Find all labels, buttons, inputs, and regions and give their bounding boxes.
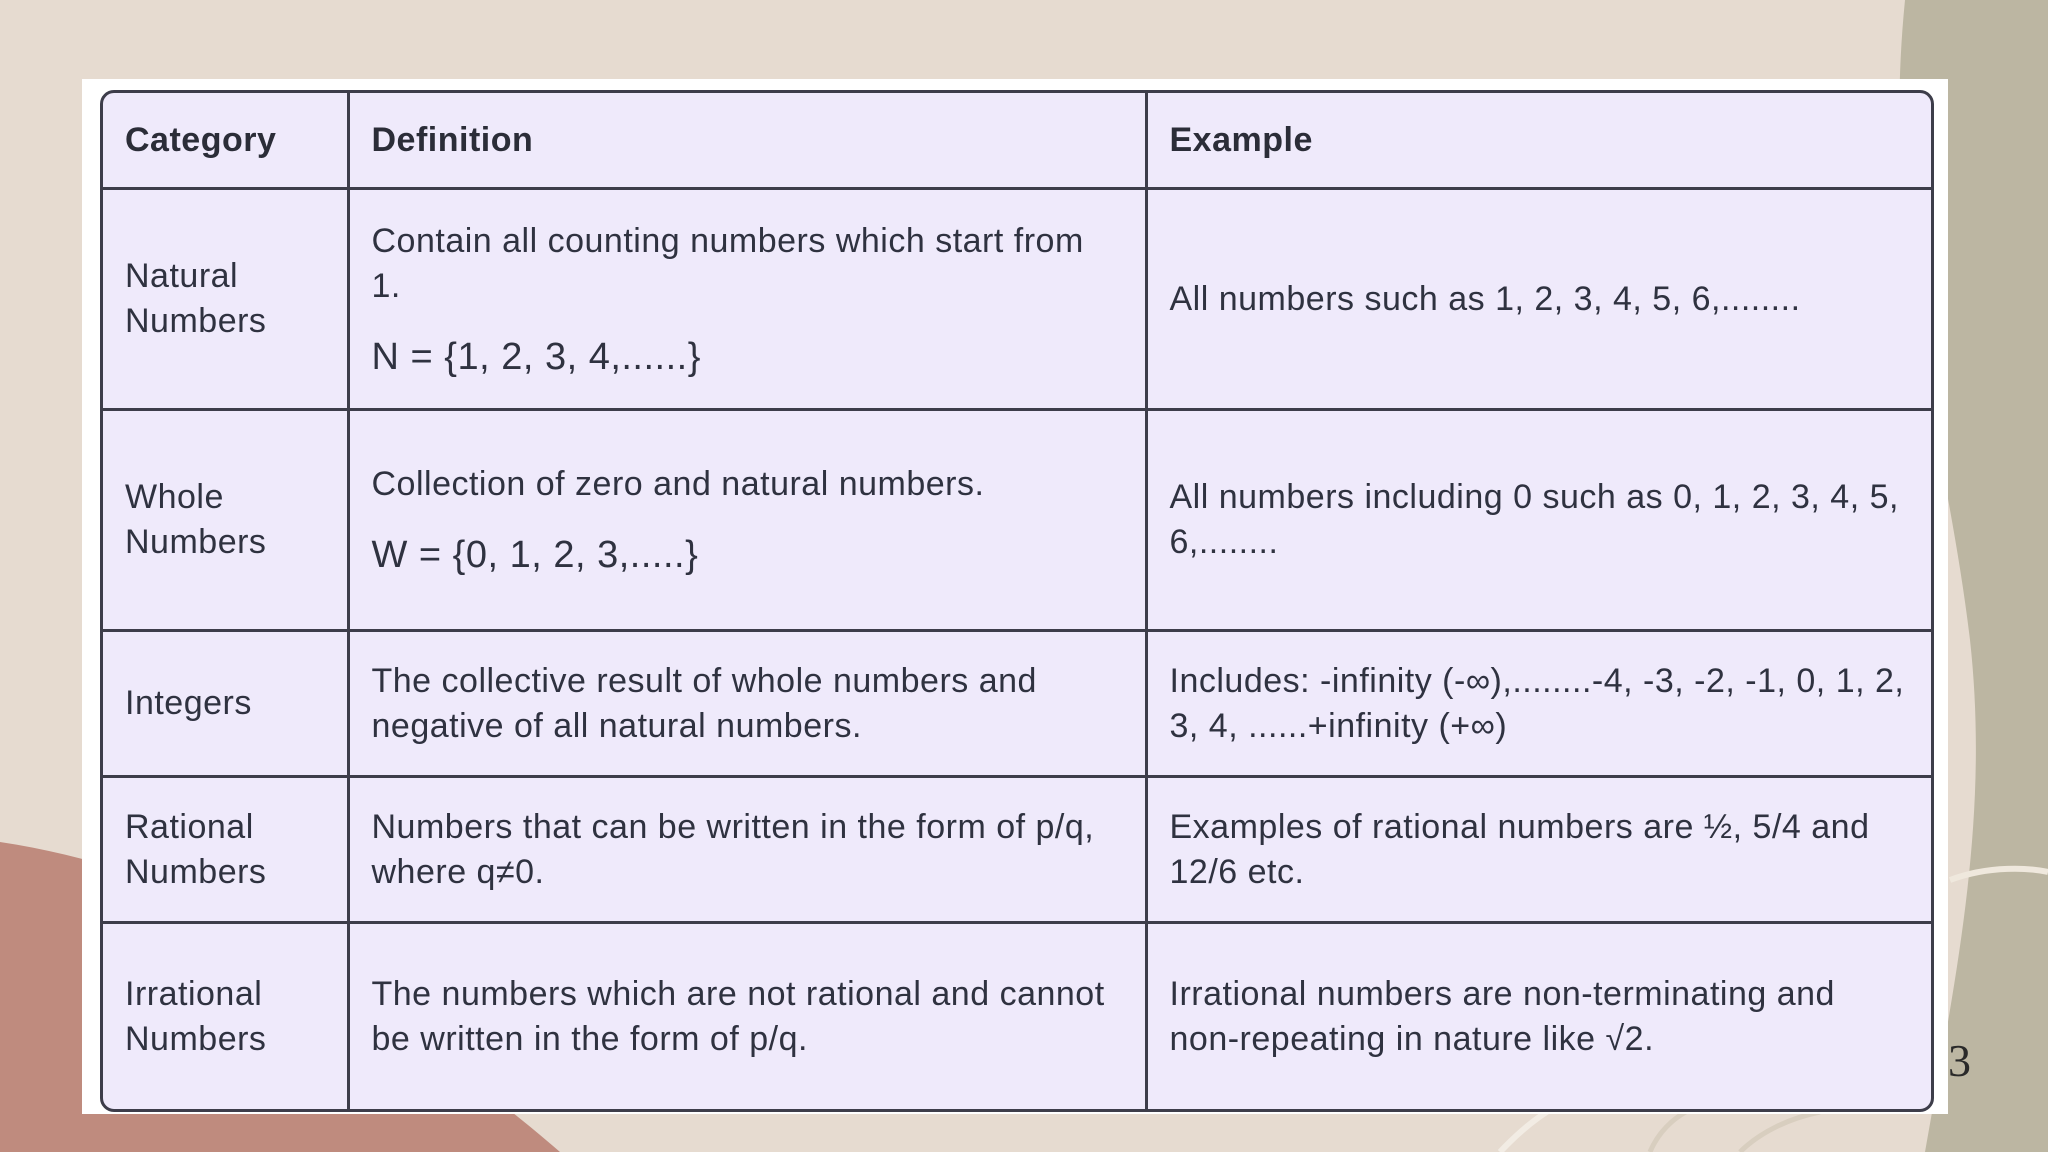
table-row xyxy=(103,631,1931,777)
category-cell: Natural Numbers xyxy=(103,189,348,410)
category-cell: Rational Numbers xyxy=(103,777,348,923)
definition-text: Contain all counting numbers which start from 1. xyxy=(371,221,1084,305)
definition-cell xyxy=(348,410,1146,631)
table-header-row xyxy=(103,93,1931,189)
number-categories-table xyxy=(100,90,1934,1112)
definition-cell: Numbers that can be written in the form of p/q, where q≠0. xyxy=(348,777,1146,923)
header-example: Example xyxy=(1146,93,1931,189)
example-cell: Examples of rational numbers are ½, 5/4 and 12/6 etc. xyxy=(1146,777,1931,923)
table-row xyxy=(103,410,1931,631)
example-cell: All numbers including 0 such as 0, 1, 2, 3, 4, 5, 6,........ xyxy=(1146,410,1931,631)
page-number: 3 xyxy=(1948,1035,1971,1086)
definition-cell: The numbers which are not rational and cannot be written in the form of p/q. xyxy=(348,923,1146,1110)
leaf-outline-3 xyxy=(1740,1112,1820,1152)
set-notation: W = {0, 1, 2, 3,.....} xyxy=(371,534,699,576)
set-notation: N = {1, 2, 3, 4,......} xyxy=(371,335,701,378)
table-row xyxy=(103,189,1931,410)
category-cell: Irrational Numbers xyxy=(103,923,348,1110)
definition-cell xyxy=(348,189,1146,410)
category-cell: Integers xyxy=(103,631,348,777)
category-cell: Whole Numbers xyxy=(103,410,348,631)
definition-text: Collection of zero and natural numbers. xyxy=(371,465,985,503)
definition-cell: The collective result of whole numbers and negative of all natural numbers. xyxy=(348,631,1146,777)
example-cell: Includes: -infinity (-∞),........-4, -3, -2, -1, 0, 1, 2, 3, 4, ......+infinity (+∞) xyxy=(1146,631,1931,777)
table-row xyxy=(103,777,1931,923)
header-definition: Definition xyxy=(348,93,1146,189)
example-cell: All numbers such as 1, 2, 3, 4, 5, 6,........ xyxy=(1146,189,1931,410)
table-row xyxy=(103,923,1931,1110)
example-cell: Irrational numbers are non-terminating and non-repeating in nature like √2. xyxy=(1146,923,1931,1110)
header-category: Category xyxy=(103,93,348,189)
